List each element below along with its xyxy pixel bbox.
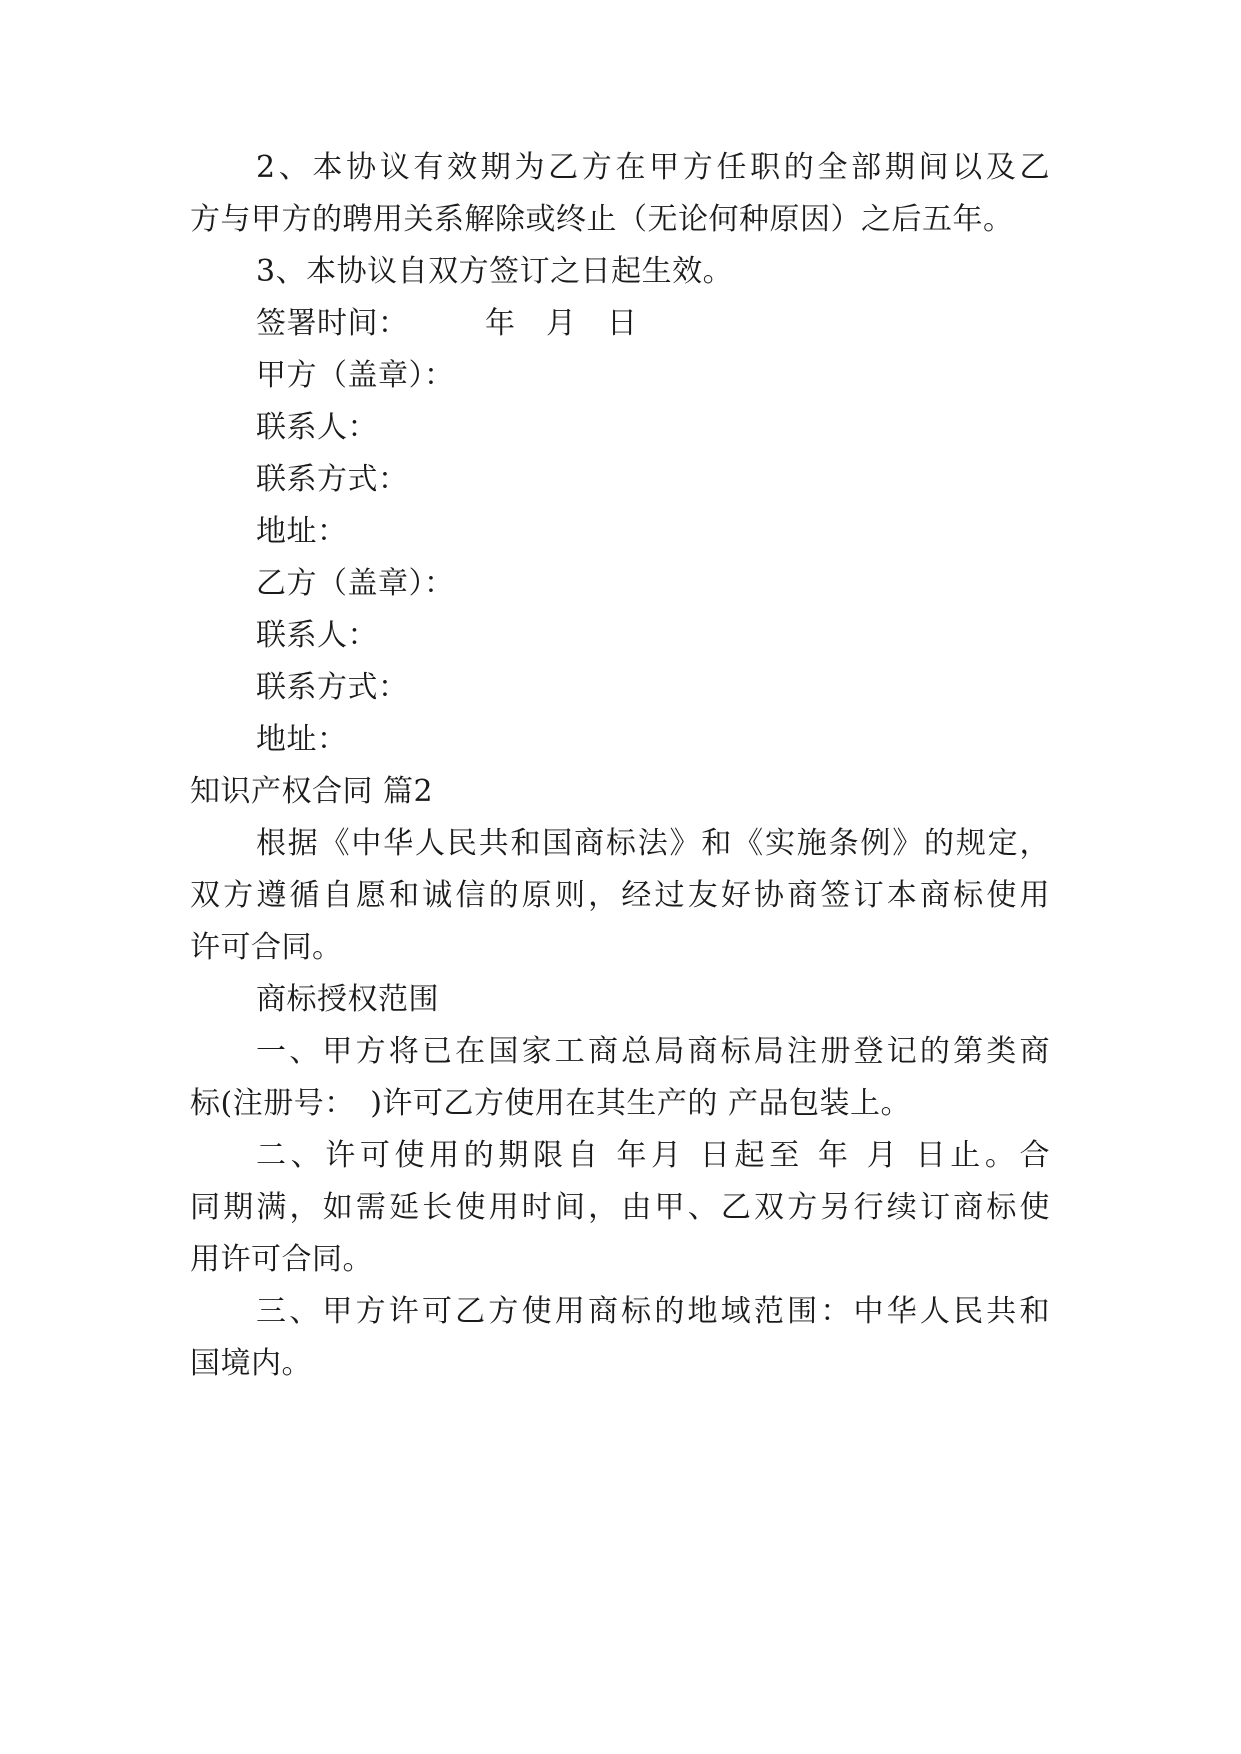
preamble-line-2: 双方遵循自愿和诚信的原则，经过友好协商签订本商标使用 (190, 878, 1050, 913)
preamble-line-3: 许可合同。 (190, 930, 343, 965)
party-b-contact: 联系人： (256, 618, 378, 653)
item-2-line-1: 二、许可使用的期限自 年月 日起至 年 月 日止。合 (256, 1138, 1050, 1173)
item-3-line-1: 三、甲方许可乙方使用商标的地域范围：中华人民共和 (256, 1294, 1050, 1329)
party-a-address: 地址： (256, 514, 348, 549)
clause-3: 3、本协议自双方签订之日起生效。 (256, 254, 734, 289)
party-a-seal: 甲方（盖章）： (256, 358, 455, 393)
item-1-line-1: 一、甲方将已在国家工商总局商标局注册登记的第类商 (256, 1034, 1050, 1069)
scope-heading: 商标授权范围 (256, 982, 439, 1017)
party-a-contact: 联系人： (256, 410, 378, 445)
preamble-line-1: 根据《中华人民共和国商标法》和《实施条例》的规定， (256, 826, 1050, 861)
item-1-line-2: 标(注册号： )许可乙方使用在其生产的 产品包装上。 (190, 1086, 911, 1121)
party-b-address: 地址： (256, 722, 348, 757)
section-2-title: 知识产权合同 篇2 (190, 774, 434, 809)
clause-2-line-1: 2、本协议有效期为乙方在甲方任职的全部期间以及乙 (256, 150, 1050, 185)
item-3-line-2: 国境内。 (190, 1346, 312, 1381)
sign-date: 签署时间： 年 月 日 (256, 306, 638, 341)
item-2-line-3: 用许可合同。 (190, 1242, 373, 1277)
party-b-contact-method: 联系方式： (256, 670, 409, 705)
party-a-contact-method: 联系方式： (256, 462, 409, 497)
clause-2-line-2: 方与甲方的聘用关系解除或终止（无论何种原因）之后五年。 (190, 202, 1014, 237)
item-2-line-2: 同期满，如需延长使用时间，由甲、乙双方另行续订商标使 (190, 1190, 1050, 1225)
party-b-seal: 乙方（盖章）： (256, 566, 455, 601)
